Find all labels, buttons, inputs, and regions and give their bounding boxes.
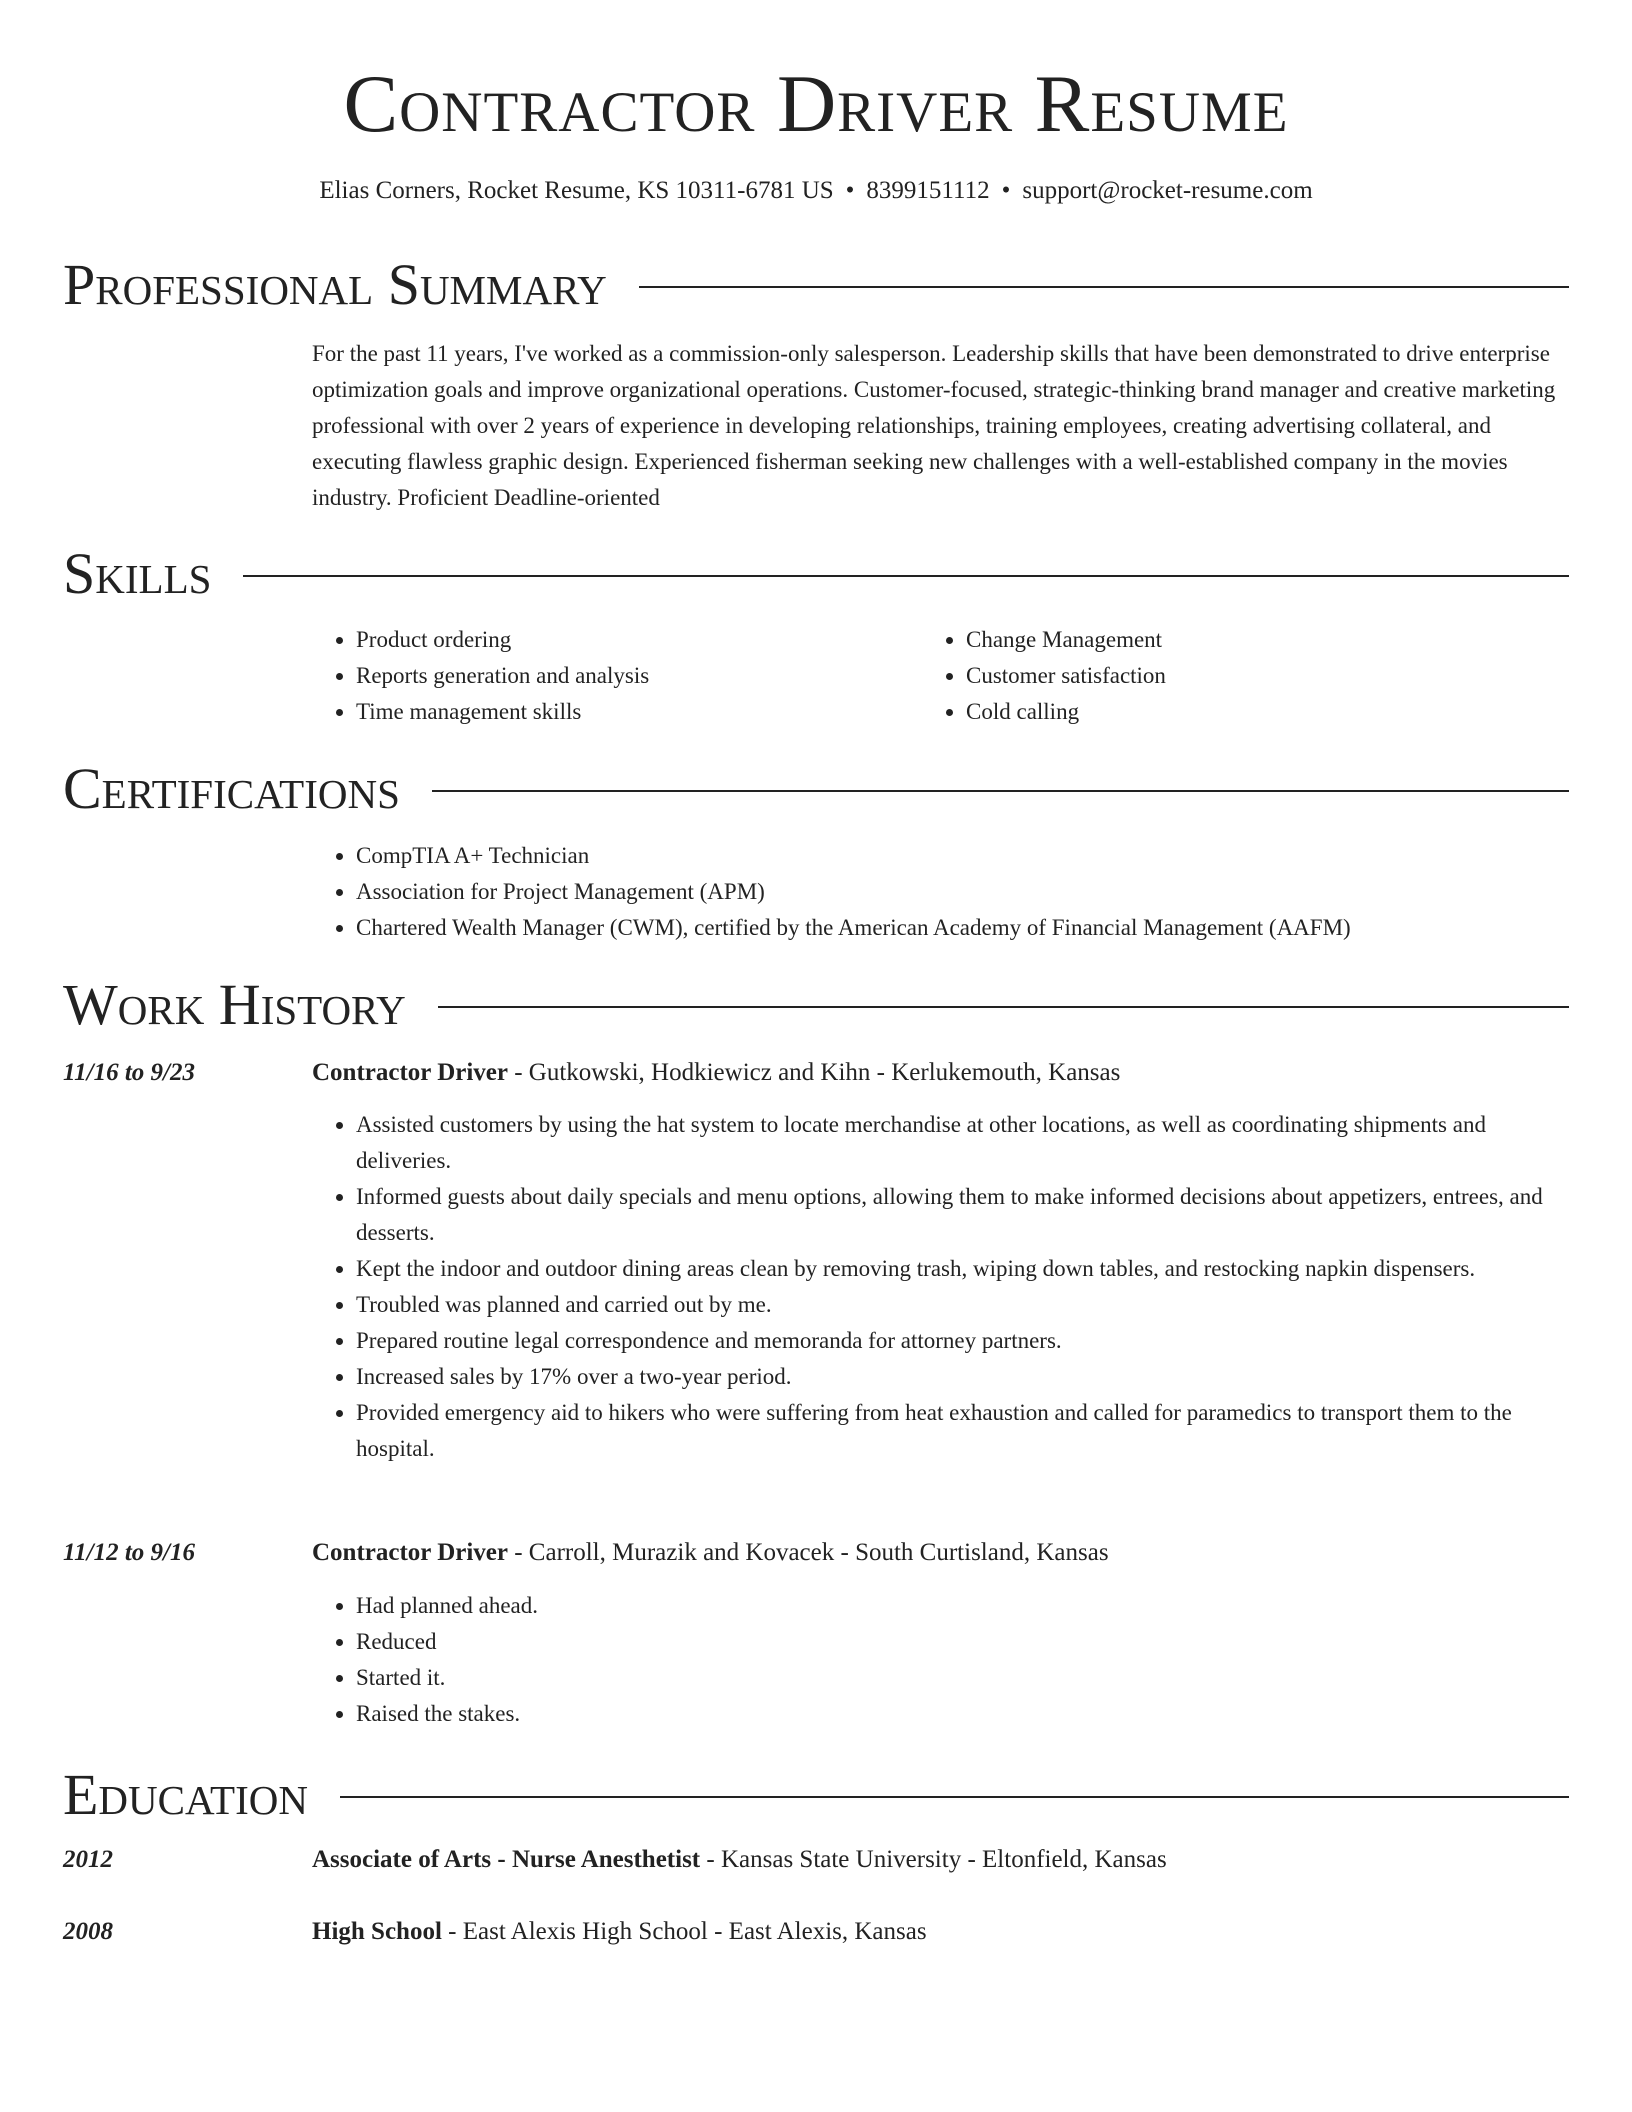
certification-item: • CompTIA A+ Technician	[356, 838, 1567, 874]
job-duty-item: • Assisted customers by using the hat system to locate merchandise at other locations, as well as coordinating shipments and deliveries.	[356, 1107, 1567, 1179]
job-duty-item: • Started it.	[356, 1660, 1567, 1696]
job-dates: 11/16 to 9/23	[63, 1059, 195, 1086]
skill-item: • Time management skills	[356, 694, 872, 730]
summary-heading: Professional Summary	[63, 252, 607, 317]
section-divider	[438, 1006, 1569, 1008]
work-history-heading: Work History	[63, 972, 406, 1037]
job-duty-item: • Reduced	[356, 1624, 1567, 1660]
education-degree: Associate of Arts - Nurse Anesthetist	[312, 1846, 701, 1873]
education-heading: Education	[63, 1762, 308, 1827]
contact-phone: 8399151112	[866, 177, 990, 204]
job-duty-item: • Increased sales by 17% over a two-year period.	[356, 1359, 1567, 1395]
section-divider	[432, 790, 1569, 792]
job-duty-item: • Informed guests about daily specials and menu options, allowing them to make informed decisions about appetizers, entrees, and desserts.	[356, 1179, 1567, 1251]
job-duties-list	[312, 1107, 1567, 1467]
skill-item: • Change Management	[966, 622, 1482, 658]
certifications-list	[312, 838, 1567, 946]
education-year: 2008	[63, 1918, 113, 1945]
section-divider	[639, 286, 1569, 288]
certifications-block	[312, 838, 1567, 946]
skills-right-column	[922, 622, 1482, 730]
education-school-location: - Kansas State University - Eltonfield, Kansas	[700, 1846, 1167, 1873]
contact-address: Elias Corners, Rocket Resume, KS 10311-6781 US	[319, 177, 834, 204]
education-section-header	[63, 1762, 1569, 1828]
job-duty-item: • Had planned ahead.	[356, 1588, 1567, 1624]
job-duties-block	[312, 1107, 1567, 1467]
certifications-heading: Certifications	[63, 756, 400, 821]
job-duties-block	[312, 1588, 1567, 1732]
job-title: Contractor Driver	[312, 1539, 508, 1566]
section-divider	[340, 1796, 1569, 1798]
summary-text: For the past 11 years, I've worked as a commission-only salesperson. Leadership skills that have been demonstrated to drive enterprise optimization goals and improve organizational operations. Customer-focused, strategic-thinking brand manager and creative marketing professional with over 2 years of experience in developing relationships, training employees, creating advertising collateral, and executing flawless graphic design. Experienced fisherman seeking new challenges with a well-established company in the movies industry. Proficient Deadline-oriented	[312, 341, 1556, 510]
skills-section-header	[63, 541, 1569, 607]
job-duty-item: • Prepared routine legal correspondence and memoranda for attorney partners.	[356, 1323, 1567, 1359]
job-title: Contractor Driver	[312, 1059, 508, 1086]
skills-list-left	[312, 622, 872, 730]
certifications-section-header	[63, 756, 1569, 822]
work-history-section-header	[63, 972, 1569, 1038]
contact-separator: •	[845, 177, 855, 204]
skills-heading: Skills	[63, 541, 212, 606]
job-dates: 11/12 to 9/16	[63, 1539, 195, 1566]
contact-line	[0, 175, 1632, 207]
job-heading	[312, 1535, 1567, 1571]
section-divider	[243, 575, 1569, 577]
education-entry	[312, 1842, 1567, 1878]
education-school-location: - East Alexis High School - East Alexis, Kansas	[441, 1918, 927, 1945]
education-entry	[312, 1914, 1567, 1950]
skills-left-column	[312, 622, 872, 730]
job-employer-location: - Gutkowski, Hodkiewicz and Kihn - Kerlukemouth, Kansas	[507, 1059, 1121, 1086]
job-duty-item: • Troubled was planned and carried out by me.	[356, 1287, 1567, 1323]
contact-separator: •	[1001, 177, 1011, 204]
skill-item: • Product ordering	[356, 622, 872, 658]
summary-section-header	[63, 252, 1569, 318]
certification-item: • Association for Project Management (APM)	[356, 874, 1567, 910]
education-year: 2012	[63, 1846, 113, 1873]
contact-email[interactable]: support@rocket-resume.com	[1022, 177, 1313, 204]
skill-item: • Cold calling	[966, 694, 1482, 730]
job-duty-item: • Provided emergency aid to hikers who were suffering from heat exhaustion and called for paramedics to transport them to the hospital.	[356, 1395, 1567, 1467]
job-employer-location: - Carroll, Murazik and Kovacek - South Curtisland, Kansas	[507, 1539, 1109, 1566]
skills-list-right	[922, 622, 1482, 730]
resume-title: Contractor Driver Resume	[343, 58, 1289, 149]
skill-item: • Reports generation and analysis	[356, 658, 872, 694]
job-duty-item: • Raised the stakes.	[356, 1696, 1567, 1732]
job-duties-list	[312, 1588, 1567, 1732]
skill-item: • Customer satisfaction	[966, 658, 1482, 694]
job-duty-item: • Kept the indoor and outdoor dining areas clean by removing trash, wiping down tables, and restocking napkin dispensers.	[356, 1251, 1567, 1287]
certification-item: • Chartered Wealth Manager (CWM), certified by the American Academy of Financial Management (AAFM)	[356, 910, 1567, 946]
job-heading	[312, 1055, 1567, 1091]
education-degree: High School	[312, 1918, 442, 1945]
